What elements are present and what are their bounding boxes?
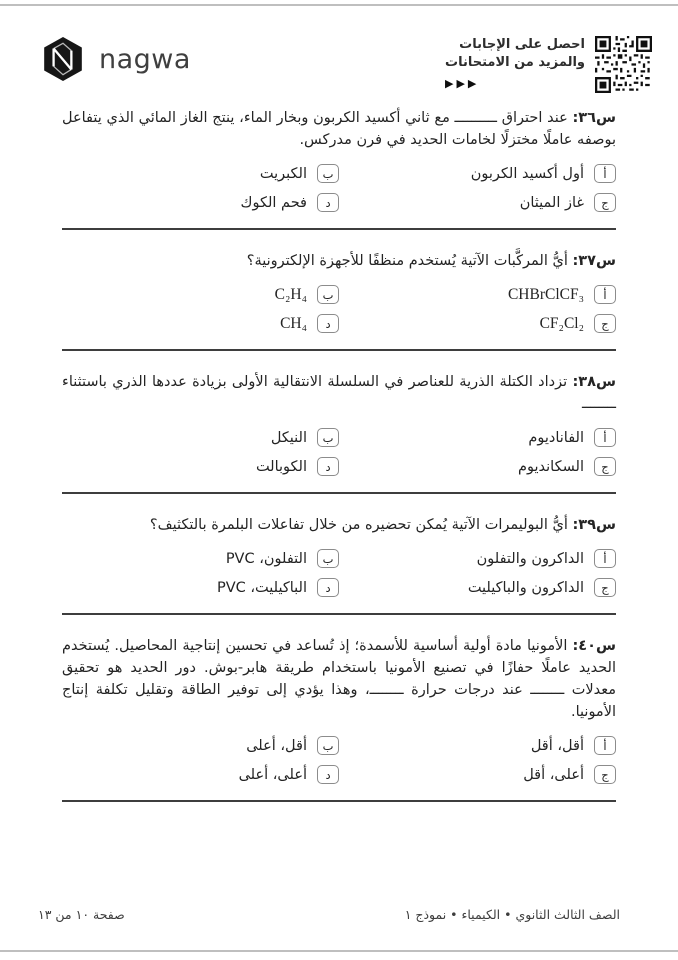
option-label: فحم الكوك bbox=[240, 194, 307, 211]
option-a[interactable] bbox=[339, 732, 616, 759]
question-body: عند احتراق ــــــــــ مع ثاني أكسيد الكربون وبخار الماء، ينتج الغاز المائي الذي يتفاعل بوصفه عاملًا مختزلًا لخامات الحديد في فرن مدركس. bbox=[62, 110, 616, 148]
question-divider bbox=[62, 492, 616, 494]
option-label: أول أكسيد الكربون bbox=[470, 165, 584, 182]
page-edge-line bbox=[0, 4, 678, 6]
option-letter-badge[interactable]: أ bbox=[594, 549, 616, 568]
question-text bbox=[62, 371, 616, 415]
option-d[interactable] bbox=[62, 189, 339, 216]
option-label: CHBrClCF₃ bbox=[507, 285, 584, 303]
header-promo bbox=[445, 36, 652, 93]
qr-tagline-line2: والمزيد من الامتحانات bbox=[445, 55, 585, 70]
triple-arrow-icon: ▶▶▶ bbox=[445, 77, 480, 90]
question-number: س٤٠: bbox=[572, 638, 616, 654]
option-letter-badge[interactable]: ب bbox=[317, 428, 339, 447]
option-label: CF₂Cl₂ bbox=[539, 314, 584, 332]
footer-page-number: صفحة ١٠ من ١٣ bbox=[38, 907, 125, 922]
option-label: C₂H₄ bbox=[274, 285, 307, 303]
option-c[interactable] bbox=[339, 453, 616, 480]
option-label: الكوبالت bbox=[255, 458, 307, 475]
option-a[interactable] bbox=[339, 545, 616, 572]
question-text bbox=[62, 107, 616, 151]
page-edge-line bbox=[0, 950, 678, 952]
option-b[interactable] bbox=[62, 281, 339, 308]
question-divider bbox=[62, 800, 616, 802]
nagwa-cube-icon bbox=[40, 36, 86, 82]
qr-tagline-line1: احصل على الإجابات bbox=[459, 37, 585, 52]
option-label: الكبريت bbox=[259, 165, 307, 182]
questions-area bbox=[0, 107, 678, 802]
option-letter-badge[interactable]: ب bbox=[317, 549, 339, 568]
question-divider bbox=[62, 228, 616, 230]
option-letter-badge[interactable]: د bbox=[317, 457, 339, 476]
question-number: س٣٦: bbox=[572, 110, 616, 126]
option-letter-badge[interactable]: ج bbox=[594, 578, 616, 597]
option-letter-badge[interactable]: ب bbox=[317, 736, 339, 755]
option-d[interactable] bbox=[62, 310, 339, 337]
question-36 bbox=[62, 107, 616, 230]
option-letter-badge[interactable]: ج bbox=[594, 193, 616, 212]
option-label: الفاناديوم bbox=[528, 429, 584, 446]
page-header bbox=[0, 0, 678, 93]
question-number: س٣٩: bbox=[572, 517, 616, 533]
options-grid bbox=[62, 424, 616, 480]
option-letter-badge[interactable]: ج bbox=[594, 765, 616, 784]
option-c[interactable] bbox=[339, 189, 616, 216]
options-grid bbox=[62, 545, 616, 601]
option-letter-badge[interactable]: د bbox=[317, 578, 339, 597]
question-text bbox=[62, 514, 616, 536]
option-d[interactable] bbox=[62, 574, 339, 601]
question-text bbox=[62, 250, 616, 272]
question-39 bbox=[62, 514, 616, 615]
option-label: غاز الميثان bbox=[519, 194, 584, 211]
option-letter-badge[interactable]: د bbox=[317, 765, 339, 784]
option-letter-badge[interactable]: أ bbox=[594, 285, 616, 304]
question-text bbox=[62, 635, 616, 723]
option-letter-badge[interactable]: ب bbox=[317, 164, 339, 183]
option-c[interactable] bbox=[339, 574, 616, 601]
nagwa-wordmark: nagwa bbox=[99, 43, 191, 75]
option-a[interactable] bbox=[339, 281, 616, 308]
question-40 bbox=[62, 635, 616, 802]
options-grid bbox=[62, 732, 616, 788]
question-body: الأمونيا مادة أولية أساسية للأسمدة؛ إذ تُساعد في تحسين إنتاجية المحاصيل. يُستخدم الحديد عاملًا حفازًا في تصنيع الأمونيا باستخدام طريقة هابر-بوش. دور الحديد هو تحقيق معدلات ــــــــ عند درجات حرارة ــــــــ، وهذا يؤدي إلى توفير الطاقة وتقليل تكلفة إنتاج الأمونيا. bbox=[62, 638, 616, 720]
option-letter-badge[interactable]: ج bbox=[594, 457, 616, 476]
option-label: الداكرون والباكيليت bbox=[467, 579, 584, 596]
option-label: أعلى، أعلى bbox=[238, 766, 307, 783]
page-footer bbox=[38, 907, 620, 922]
option-label: التفلون، PVC bbox=[225, 550, 307, 567]
options-grid bbox=[62, 160, 616, 216]
option-letter-badge[interactable]: أ bbox=[594, 428, 616, 447]
question-divider bbox=[62, 613, 616, 615]
option-b[interactable] bbox=[62, 160, 339, 187]
nagwa-logo bbox=[40, 36, 191, 82]
option-b[interactable] bbox=[62, 545, 339, 572]
option-d[interactable] bbox=[62, 761, 339, 788]
question-body: أيُّ البوليمرات الآتية يُمكن تحضيره من خلال تفاعلات البلمرة بالتكثيف؟ bbox=[149, 517, 568, 533]
options-grid bbox=[62, 281, 616, 337]
qr-tagline bbox=[445, 36, 585, 93]
option-label: CH₄ bbox=[280, 314, 307, 332]
option-c[interactable] bbox=[339, 761, 616, 788]
option-label: السكانديوم bbox=[518, 458, 584, 475]
option-letter-badge[interactable]: أ bbox=[594, 164, 616, 183]
footer-course-info: الصف الثالث الثانوي • الكيمياء • نموذج ١ bbox=[404, 907, 620, 922]
question-divider bbox=[62, 349, 616, 351]
option-label: أقل، أعلى bbox=[246, 737, 307, 754]
option-a[interactable] bbox=[339, 424, 616, 451]
option-label: الباكيليت، PVC bbox=[216, 579, 307, 596]
option-letter-badge[interactable]: د bbox=[317, 314, 339, 333]
question-38 bbox=[62, 371, 616, 494]
question-37 bbox=[62, 250, 616, 351]
option-letter-badge[interactable]: ب bbox=[317, 285, 339, 304]
option-label: الداكرون والتفلون bbox=[476, 550, 584, 567]
option-label: أعلى، أقل bbox=[523, 766, 584, 783]
option-letter-badge[interactable]: د bbox=[317, 193, 339, 212]
question-number: س٣٨: bbox=[572, 374, 616, 390]
option-b[interactable] bbox=[62, 424, 339, 451]
option-c[interactable] bbox=[339, 310, 616, 337]
question-number: س٣٧: bbox=[572, 253, 616, 269]
option-d[interactable] bbox=[62, 453, 339, 480]
option-b[interactable] bbox=[62, 732, 339, 759]
option-letter-badge[interactable]: ج bbox=[594, 314, 616, 333]
qr-code bbox=[595, 36, 652, 93]
option-label: أقل، أقل bbox=[530, 737, 584, 754]
option-letter-badge[interactable]: أ bbox=[594, 736, 616, 755]
option-a[interactable] bbox=[339, 160, 616, 187]
option-label: النيكل bbox=[270, 429, 307, 446]
question-body: تزداد الكتلة الذرية للعناصر في السلسلة الانتقالية الأولى بزيادة عددها الذري باستثناء ــــــــ bbox=[62, 374, 616, 412]
question-body: أيُّ المركَّبات الآتية يُستخدم منظفًا للأجهزة الإلكترونية؟ bbox=[246, 253, 568, 269]
